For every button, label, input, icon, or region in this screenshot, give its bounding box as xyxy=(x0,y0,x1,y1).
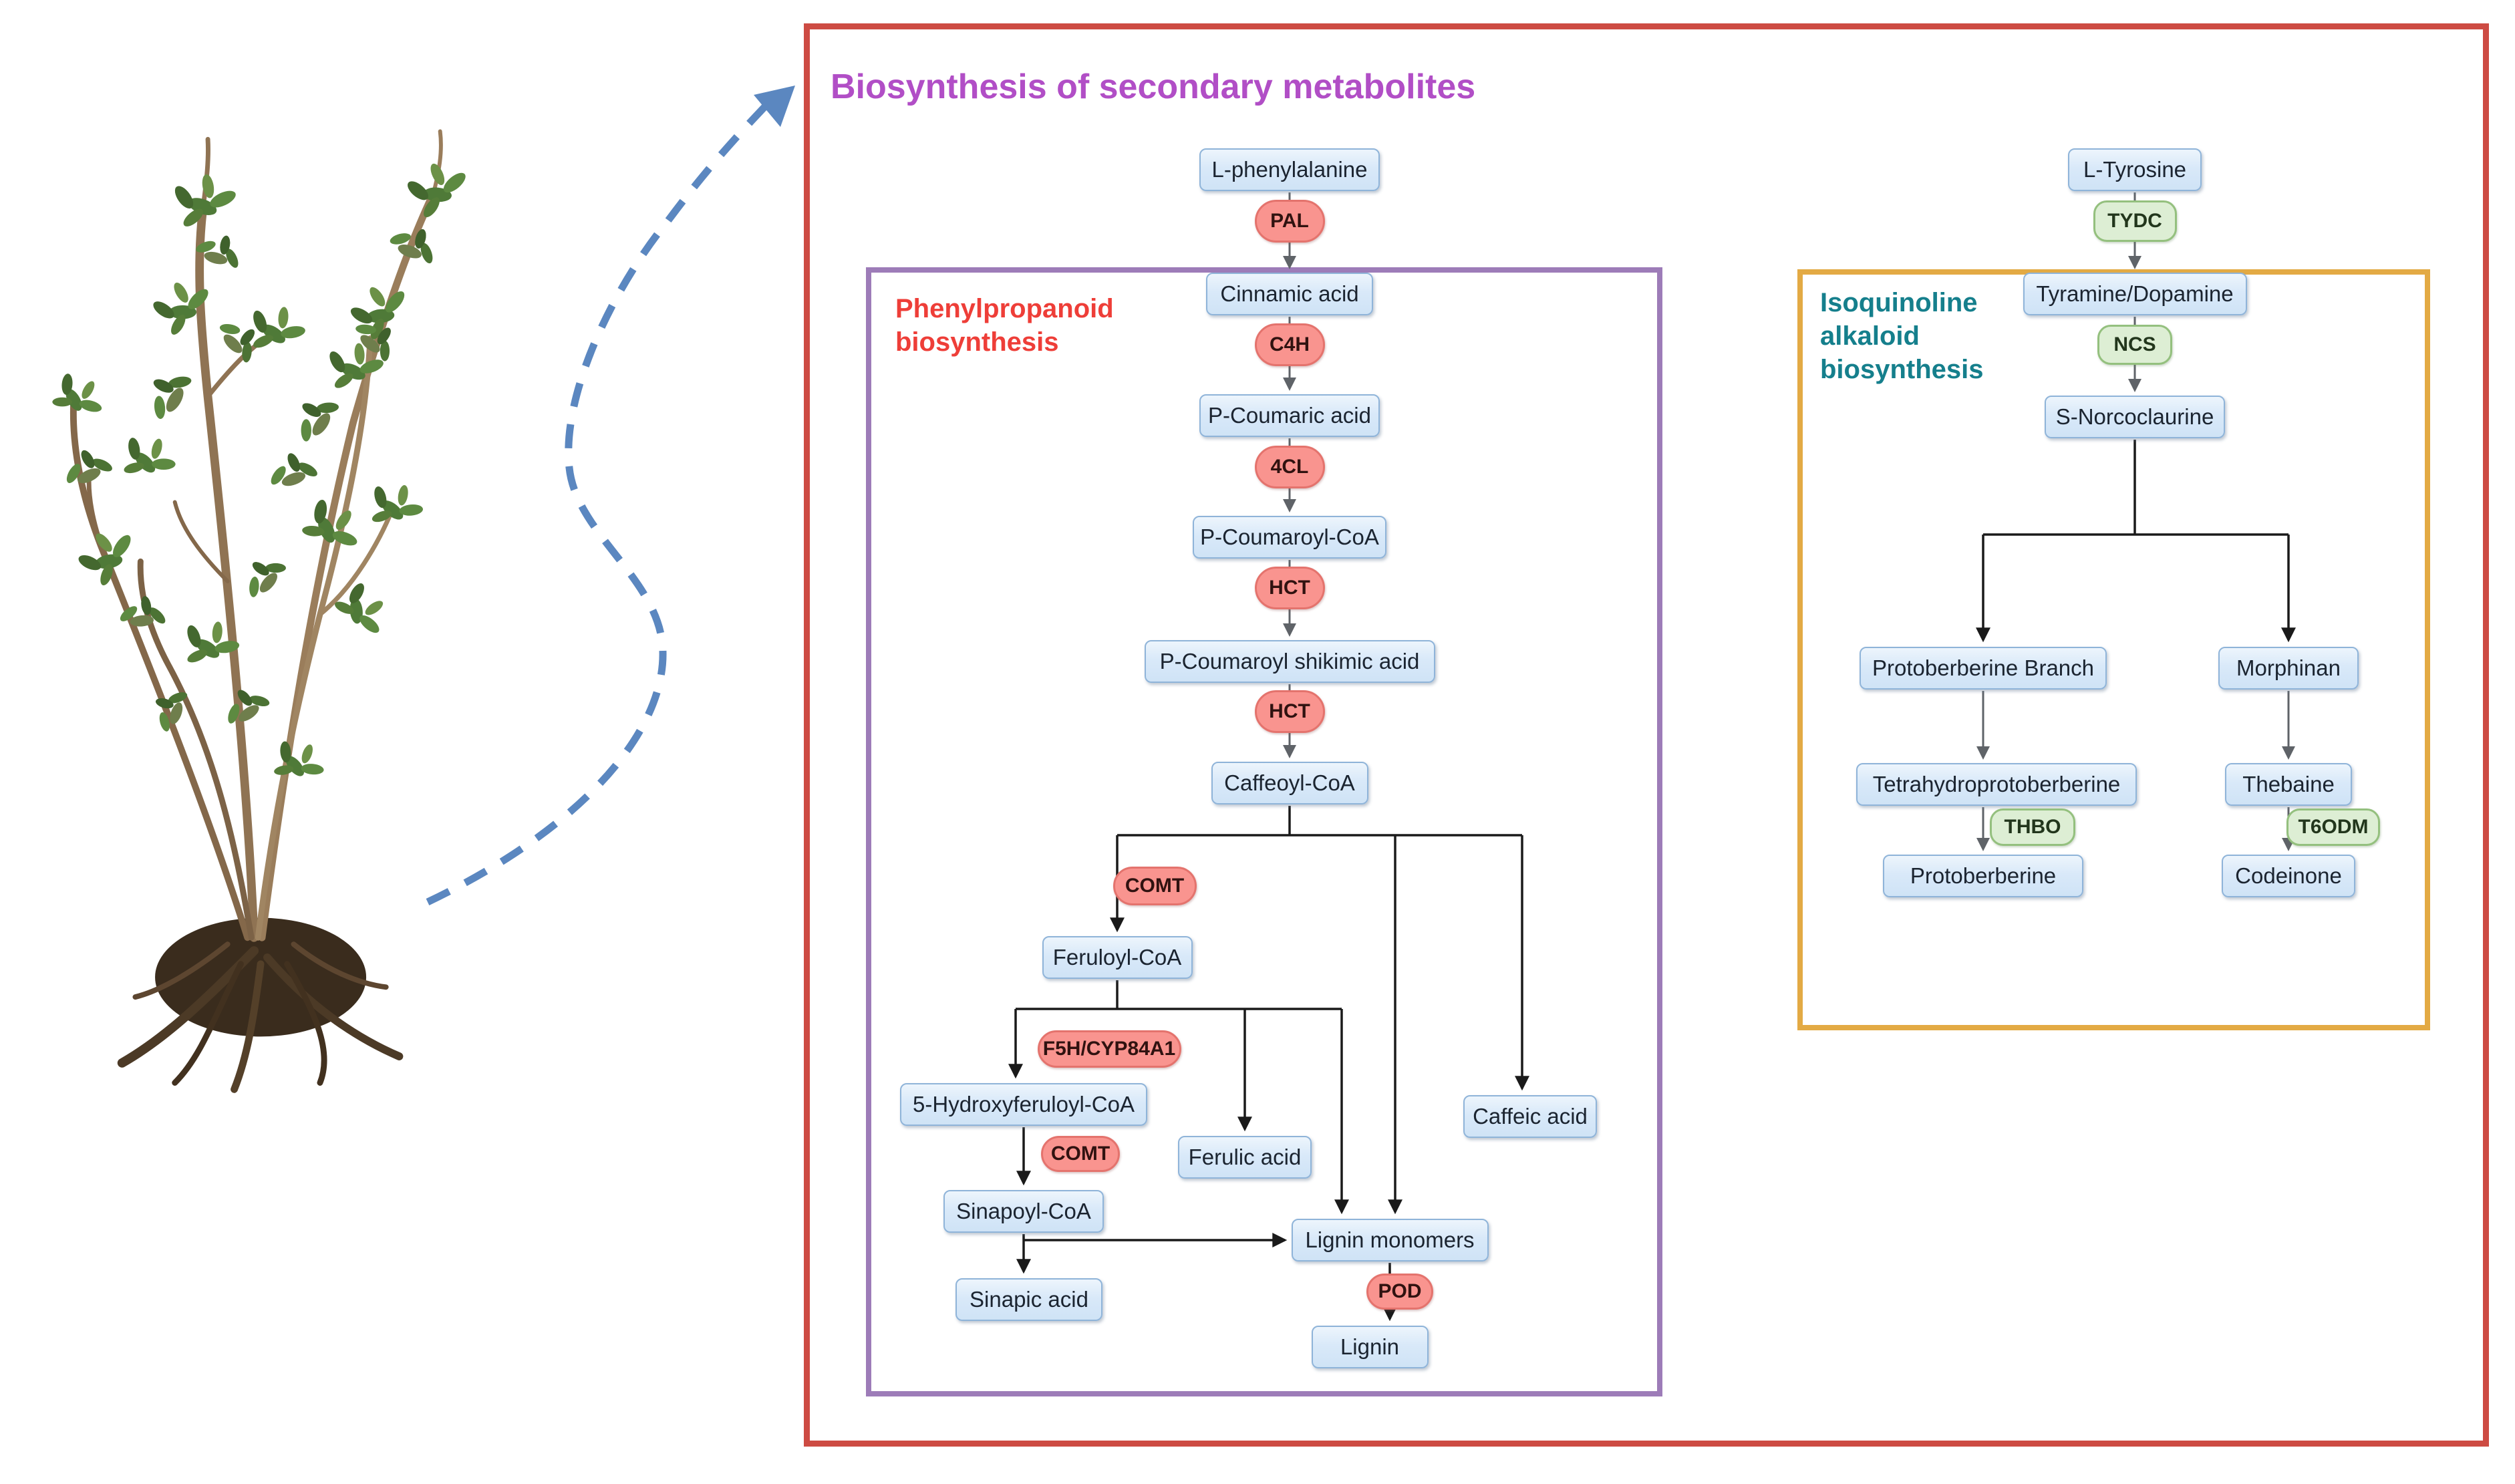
metabolite-sinapoyl-coa: Sinapoyl-CoA xyxy=(943,1190,1104,1233)
metabolite-caffeoyl-coa: Caffeoyl-CoA xyxy=(1211,762,1368,804)
metabolite-protoberberine-branch: Protoberberine Branch xyxy=(1860,647,2107,690)
enzyme-pal: PAL xyxy=(1255,200,1325,243)
enzyme-ncs: NCS xyxy=(2097,325,2172,365)
metabolite-p-coumaric-acid: P-Coumaric acid xyxy=(1199,394,1380,437)
metabolite-5-hydroxyferuloyl-coa: 5-Hydroxyferuloyl-CoA xyxy=(900,1083,1147,1126)
metabolite-tetrahydroprotoberberine: Tetrahydroprotoberberine xyxy=(1856,763,2137,806)
metabolite-caffeic-acid: Caffeic acid xyxy=(1463,1095,1597,1138)
phenylpropanoid-section-label: Phenylpropanoid biosynthesis xyxy=(895,294,1114,357)
enzyme-comt-1: COMT xyxy=(1113,867,1197,905)
enzyme-t6odm: T6ODM xyxy=(2286,808,2380,846)
isoquinoline-section-label: Isoquinoline alkaloid biosynthesis xyxy=(1820,288,1984,384)
metabolite-sinapic-acid: Sinapic acid xyxy=(955,1278,1102,1321)
metabolite-s-norcoclaurine: S-Norcoclaurine xyxy=(2045,396,2225,438)
enzyme-4cl: 4CL xyxy=(1255,446,1325,488)
metabolite-feruloyl-coa: Feruloyl-CoA xyxy=(1042,936,1193,979)
enzyme-hct-2: HCT xyxy=(1255,690,1325,733)
metabolite-morphinan: Morphinan xyxy=(2218,647,2359,690)
metabolite-l-phenylalanine: L-phenylalanine xyxy=(1199,148,1380,191)
enzyme-f5h-cyp84a1: F5H/CYP84A1 xyxy=(1038,1030,1181,1068)
enzyme-comt-2: COMT xyxy=(1041,1136,1120,1172)
metabolite-codeinone: Codeinone xyxy=(2222,855,2355,897)
metabolite-protoberberine: Protoberberine xyxy=(1883,855,2083,897)
metabolite-p-coumaroyl-shikimic-acid: P-Coumaroyl shikimic acid xyxy=(1145,640,1435,683)
enzyme-thbo: THBO xyxy=(1990,808,2075,846)
metabolite-ferulic-acid: Ferulic acid xyxy=(1178,1136,1312,1179)
metabolite-lignin: Lignin xyxy=(1312,1326,1429,1368)
metabolite-lignin-monomers: Lignin monomers xyxy=(1292,1219,1489,1262)
enzyme-tydc: TYDC xyxy=(2093,200,2177,242)
figure-title: Biosynthesis of secondary metabolites xyxy=(831,67,1476,106)
enzyme-pod: POD xyxy=(1366,1274,1433,1310)
enzyme-c4h: C4H xyxy=(1255,323,1325,366)
metabolite-l-tyrosine: L-Tyrosine xyxy=(2068,148,2202,191)
metabolite-thebaine: Thebaine xyxy=(2225,763,2352,806)
metabolite-tyramine-dopamine: Tyramine/Dopamine xyxy=(2023,273,2247,315)
metabolite-p-coumaroyl-coa: P-Coumaroyl-CoA xyxy=(1193,516,1386,559)
enzyme-hct-1: HCT xyxy=(1255,567,1325,609)
metabolite-cinnamic-acid: Cinnamic acid xyxy=(1206,273,1373,315)
